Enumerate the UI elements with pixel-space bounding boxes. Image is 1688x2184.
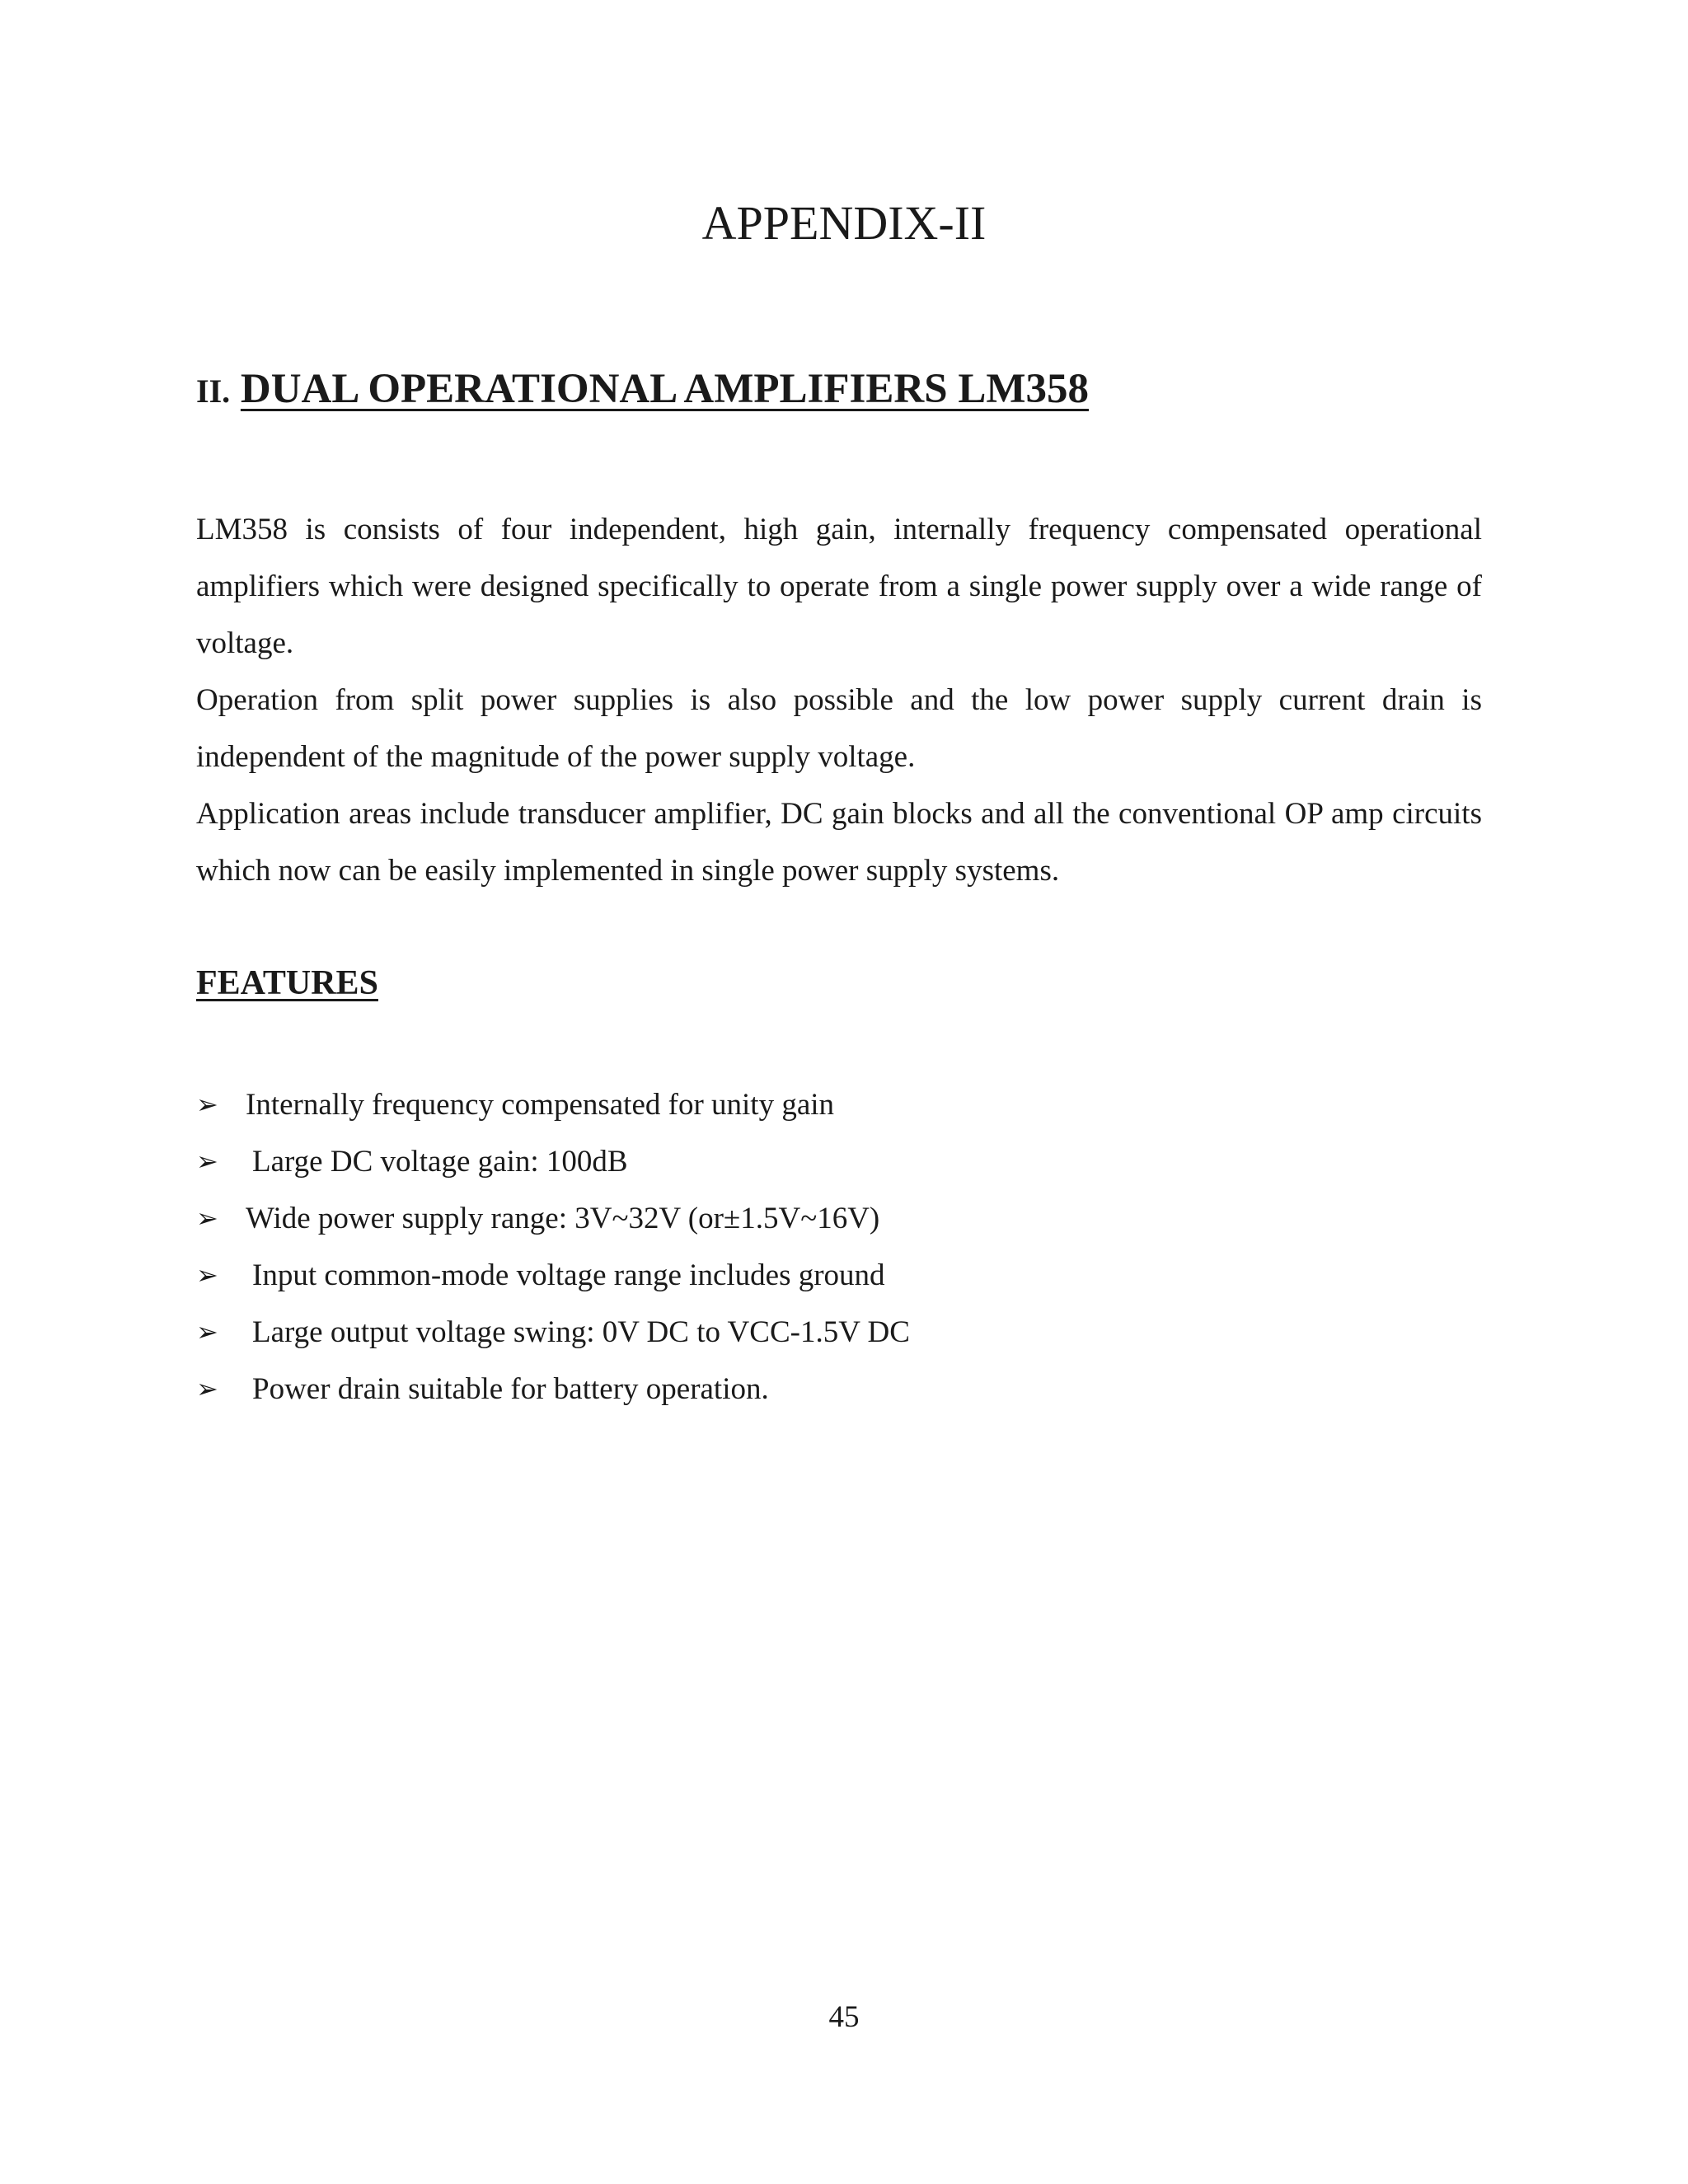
feature-text: Wide power supply range: 3V~32V (or±1.5V~16V) <box>246 1202 880 1235</box>
features-heading: FEATURES <box>196 964 378 1002</box>
section-number: II. <box>196 373 231 410</box>
paragraph-applications: Application areas include transducer amplifier, DC gain blocks and all the conventional OP amp circuits which now can be easily implemented in single power supply systems. <box>196 797 1482 888</box>
section-heading <box>196 363 1089 418</box>
feature-text: Input common-mode voltage range includes ground <box>252 1258 885 1292</box>
paragraph-description: LM358 is consists of four independent, high gain, internally frequency compensated operational amplifiers which were designed specifically to operate from a single power supply over a wide range of voltage. <box>196 513 1482 660</box>
arrowhead-bullet-icon: ➢ <box>196 1316 218 1347</box>
page-title: APPENDIX-II <box>701 196 987 250</box>
paragraph-operation: Operation from split power supplies is also possible and the low power supply current drain is independent of the magnitude of the power supply voltage. <box>196 683 1482 774</box>
arrowhead-bullet-icon: ➢ <box>196 1373 218 1404</box>
arrowhead-bullet-icon: ➢ <box>196 1202 218 1234</box>
feature-text: Internally frequency compensated for unity gain <box>246 1088 835 1122</box>
feature-text: Large output voltage swing: 0V DC to VCC-1.5V DC <box>252 1315 910 1349</box>
arrowhead-bullet-icon: ➢ <box>196 1259 218 1291</box>
arrowhead-bullet-icon: ➢ <box>196 1146 218 1177</box>
feature-text: Power drain suitable for battery operation. <box>252 1372 769 1406</box>
feature-text: Large DC voltage gain: 100dB <box>252 1145 628 1179</box>
page-number: 45 <box>828 2000 860 2034</box>
arrowhead-bullet-icon: ➢ <box>196 1089 218 1120</box>
section-title: DUAL OPERATIONAL AMPLIFIERS LM358 <box>240 366 1089 412</box>
